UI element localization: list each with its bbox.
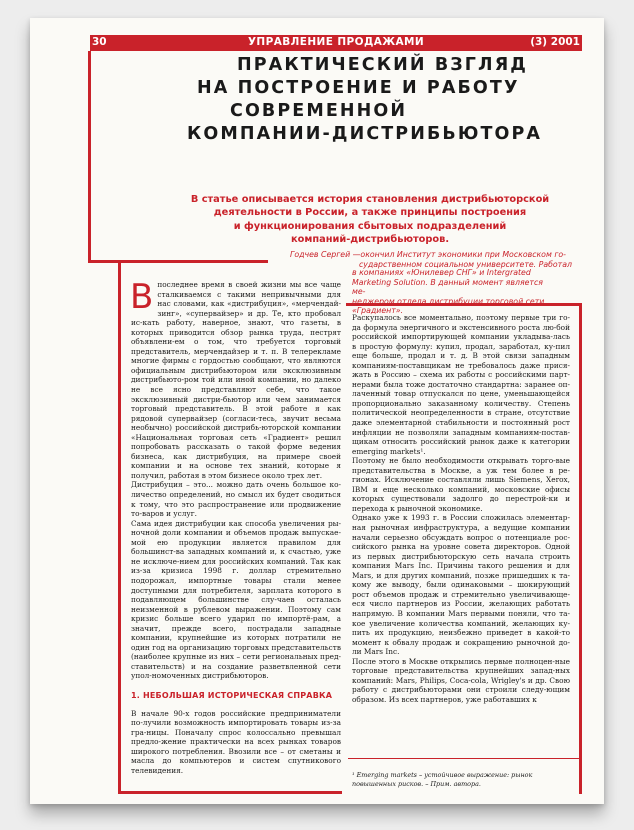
paragraph: В начале 90-х годов российские предприниматели по-лучили возможность импортировать товары из-за гра-ницы. Поначалу спрос колоссально превышал предло-жение практически на всех рынках товаров широкого потребления. Ввозили все – от сметаны и масла до компьютеров и систем спутникового телевидения. <box>131 708 341 775</box>
lead-line: деятельности в России, а также принципы построения <box>213 207 527 219</box>
text-column-left <box>130 277 341 775</box>
page-header-bar <box>90 35 582 51</box>
paragraph: Раскупалось все моментально, поэтому первые три го-да формула энергичного и экстенсивного роста лю-бой российской импортирующей компании укладыва-лась в простую формулу: купил, продал, заработал, ку-пил еще больше, продал и т. д. В этой связи западным компаниям-поставщикам не требовалось даже прися-жать в Россию – схема их работы с российскими парт-нерами была тоже достаточно стандартна: заранее оп-лаченный товар отпускался по цене, уменьшающейся пропорционально заказанному количеству. Степень политической неопределенности в стране, отсутствие даже элементарной стабильности и постоянный рост инфляции не позволяли западным компаниям-постав-щикам относить российский рынок даже к категории emerging markets¹. <box>352 313 570 456</box>
title-line: СОВРЕМЕННОЙ <box>230 101 408 121</box>
page-number: 30 <box>92 36 107 48</box>
lead-line: и функционирования сбытовых подразделений <box>233 220 507 232</box>
title-line: ПРАКТИЧЕСКИЙ ВЗГЛЯД <box>237 55 528 75</box>
paragraph <box>130 277 341 480</box>
column-rule-right <box>579 303 582 794</box>
paragraph: После этого в Москве открылись первые полноцен-ные торговые представительства крупнейших запад-ных компаний: Mars, Philips, Coca-cola, Wrigley's и др. Свою работу с дистрибьюторами они строили следу-ющим образом. Из всех партнеров, уже работавших к <box>352 656 570 704</box>
title-line: КОМПАНИИ-ДИСТРИБЬЮТОРА <box>187 124 543 144</box>
author-line: в компаниях «Юнилевер СНГ» и Intergrated <box>352 268 531 277</box>
text-column-right <box>352 313 570 704</box>
footnote: ¹ Emerging markets – устойчивое выражение: рынок повышенных рисков. – Прим. автора. <box>352 771 533 788</box>
lead-line: компаний-дистрибьюторов. <box>290 233 450 245</box>
article-lead <box>190 193 550 246</box>
frame-rule-left <box>88 51 91 263</box>
author-line: Marketing Solution. В данный момент является ме- <box>352 277 543 297</box>
paragraph: Поэтому не было необходимости открывать торго-вые представительства в Москве, а уж тем более в ре-гионах. Исключение составляли лишь Siemens, Xerox, IBM и еще несколько компаний, московские офисы которых существовали задолго до перестрой-ки и перехода к рыночной экономике. <box>352 456 570 513</box>
author-bio-continued <box>352 268 557 316</box>
column-rule-left <box>118 260 121 794</box>
author-line: «Градиент». <box>352 306 404 316</box>
author-line: неджером отдела дистрибуции торговой сети <box>352 296 545 306</box>
paragraph: Сама идея дистрибуции как способа увеличения ры-ночной доли компании и объемов продаж выпускае-мой ею продукции является правилом для большинст-ва западных компаний и, к счастью, уже не исключе-нием для российских компаний. Так как из-за кризиса 1998 г. доллар стремительно подорожал, импортные товары стали менее доступными для потребителя, зарплата которого в подавляющем большинстве слу-чаев осталась неизменной в рублевом выражении. Поэтому сам кризис больше всего ударил по импортё-рам, а значит, прежде всего, пострадали западные компании, крупнейшие из которых потратили не один год на организацию торговых представительств (наиболее крупные из них – сети региональных пред-ставительств) и на создание разветвленной сети упол-номоченных дистрибьюторов. <box>131 518 341 681</box>
section-title: УПРАВЛЕНИЕ ПРОДАЖАМИ <box>247 36 425 48</box>
paragraph: Дистрибуция – это... можно дать очень большое ко-личество определений, но смысл их будет сводиться к тому, что это распространение или продвижение то-варов и услуг. <box>131 480 341 519</box>
paragraph: Однако уже к 1993 г. в России сложилась элементар-ная рыночная инфраструктура, а ведущие компании начали серьезно обсуждать вопрос о потенциале рос-сийского рынка на уровне совета директоров. Одной из первых дистрибьюторскую сеть начала строить компания Mars Inc. Причины такого решения и для Mars, и для других компаний, позже пришедших к та-кому же выводу, были одинаковыми – шокирующий рост объемов продаж и стремительно увеличивающе-еся число партнеров из России, желающих работать напрямую. В компании Mars первыми поняли, что та-кое увеличение количества компаний, желающих ку-пить их продукцию, неизбежно приведет в какой-то момент к обвалу продаж и сокращению рыночной до-ли Mars Inc. <box>352 513 570 657</box>
article-title <box>90 54 582 146</box>
lead-line: В статье описывается история становления дистрибьюторской <box>190 194 550 205</box>
title-line: НА ПОСТРОЕНИЕ И РАБОТУ <box>197 78 520 98</box>
author-line: сударственном социальном университете. Работал <box>358 259 572 269</box>
issue-number: (3) 2001 <box>530 36 580 48</box>
drop-cap: В <box>130 277 154 317</box>
footnote-rule <box>348 758 582 759</box>
section-subheading: 1. НЕБОЛЬШАЯ ИСТОРИЧЕСКАЯ СПРАВКА <box>131 690 333 700</box>
paragraph-text: последнее время в своей жизни мы все чаще сталкиваемся с такими непривычными для нас словами, как «дистрибуция», «мерчендай-зинг», «супервайзер» и др. Те, кто пробовал ис-кать работу, наверное, знают, что газеты, в которых приводится обзор рынка труда, пестрят объявлени-ем о том, что требуется торговый представитель, мерчендайзер и т. п. В телерекламе многие фирмы с гордостью сообщают, что являются официальным дистрибьютором или эксклюзивным дистрибьюто-ром той или иной компании, но далеко не все ясно представляют себе, что такое эксклюзивный дистри-бьютор или чем занимается торговый представитель. В этой работе я как рядовой супервайзер (согласи-тесь, звучит весьма необычно) российской дистрибь-юторской компании «Национальная торговая сеть «Градиент» решил попробовать рассказать о такой форме ведения бизнеса, как дистрибуция, на примере своей компании и на основе тех знаний, которые я получил, работая в этом бизнесе около трех лет. <box>131 280 341 480</box>
magazine-page <box>30 18 604 804</box>
author-line: Годчев Сергей —окончил Институт экономики при Московском го- <box>290 250 566 259</box>
author-bio <box>272 250 572 269</box>
column-rule-bottom <box>118 791 342 794</box>
frame-rule-mid <box>88 260 268 263</box>
